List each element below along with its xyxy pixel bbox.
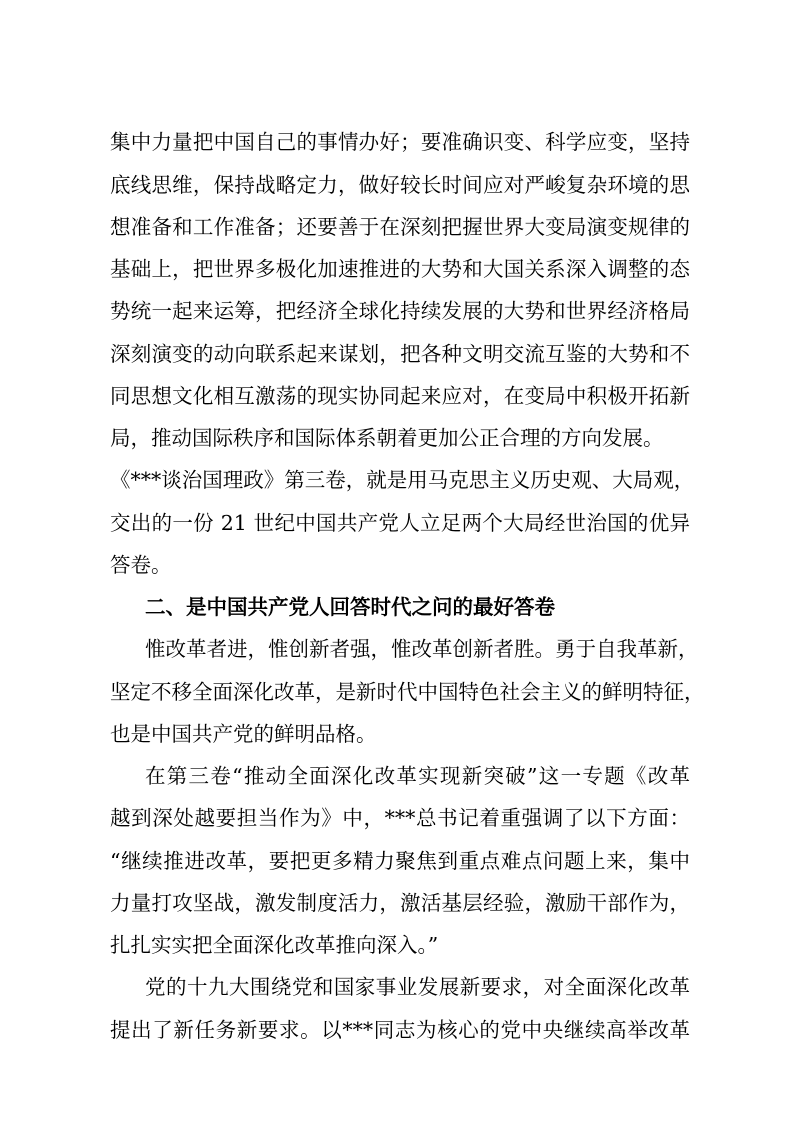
text-line: 提出了新任务新要求。以***同志为核心的党中央继续高举改革	[110, 1018, 690, 1042]
text-line: 局，推动国际秩序和国际体系朝着更加公正合理的方向发展。	[110, 426, 664, 450]
section-heading: 二、是中国共产党人回答时代之问的最好答卷	[145, 595, 555, 619]
text-line: 集中力量把中国自己的事情办好；要准确识变、科学应变，坚持	[110, 130, 690, 154]
text-line: 答卷。	[110, 553, 172, 577]
text-line: 惟改革者进，惟创新者强，惟改革创新者胜。勇于自我革新，	[145, 637, 699, 661]
text-line: 想准备和工作准备；还要善于在深刻把握世界大变局演变规律的	[110, 215, 690, 239]
text-line: 势统一起来运筹，把经济全球化持续发展的大势和世界经济格局	[110, 299, 690, 323]
text-line: 力量打攻坚战，激发制度活力，激活基层经验，激励干部作为，	[110, 891, 690, 915]
text-line: 交出的一份 21 世纪中国共产党人立足两个大局经世治国的优异	[110, 511, 690, 535]
text-line: 坚定不移全面深化改革，是新时代中国特色社会主义的鲜明特征，	[110, 680, 705, 704]
text-line: 同思想文化相互激荡的现实协同起来应对，在变局中积极开拓新	[110, 384, 690, 408]
text-line: 在第三卷“推动全面深化改革实现新突破”这一专题《改革	[145, 764, 690, 788]
text-line: 基础上，把世界多极化加速推进的大势和大国关系深入调整的态	[110, 257, 690, 281]
text-line: 底线思维，保持战略定力，做好较长时间应对严峻复杂环境的思	[110, 173, 690, 197]
text-line: “继续推进改革，要把更多精力聚焦到重点难点问题上来，集中	[110, 849, 690, 873]
text-line: 《***谈治国理政》第三卷，就是用马克思主义历史观、大局观，	[110, 468, 695, 492]
text-line: 扎扎实实把全面深化改革推向深入。”	[110, 933, 439, 957]
text-line: 党的十九大围绕党和国家事业发展新要求，对全面深化改革	[145, 975, 690, 999]
text-line: 也是中国共产党的鲜明品格。	[110, 722, 377, 746]
text-line: 深刻演变的动向联系起来谋划，把各种文明交流互鉴的大势和不	[110, 342, 690, 366]
text-line: 越到深处越要担当作为》中，***总书记着重强调了以下方面：	[110, 806, 690, 830]
